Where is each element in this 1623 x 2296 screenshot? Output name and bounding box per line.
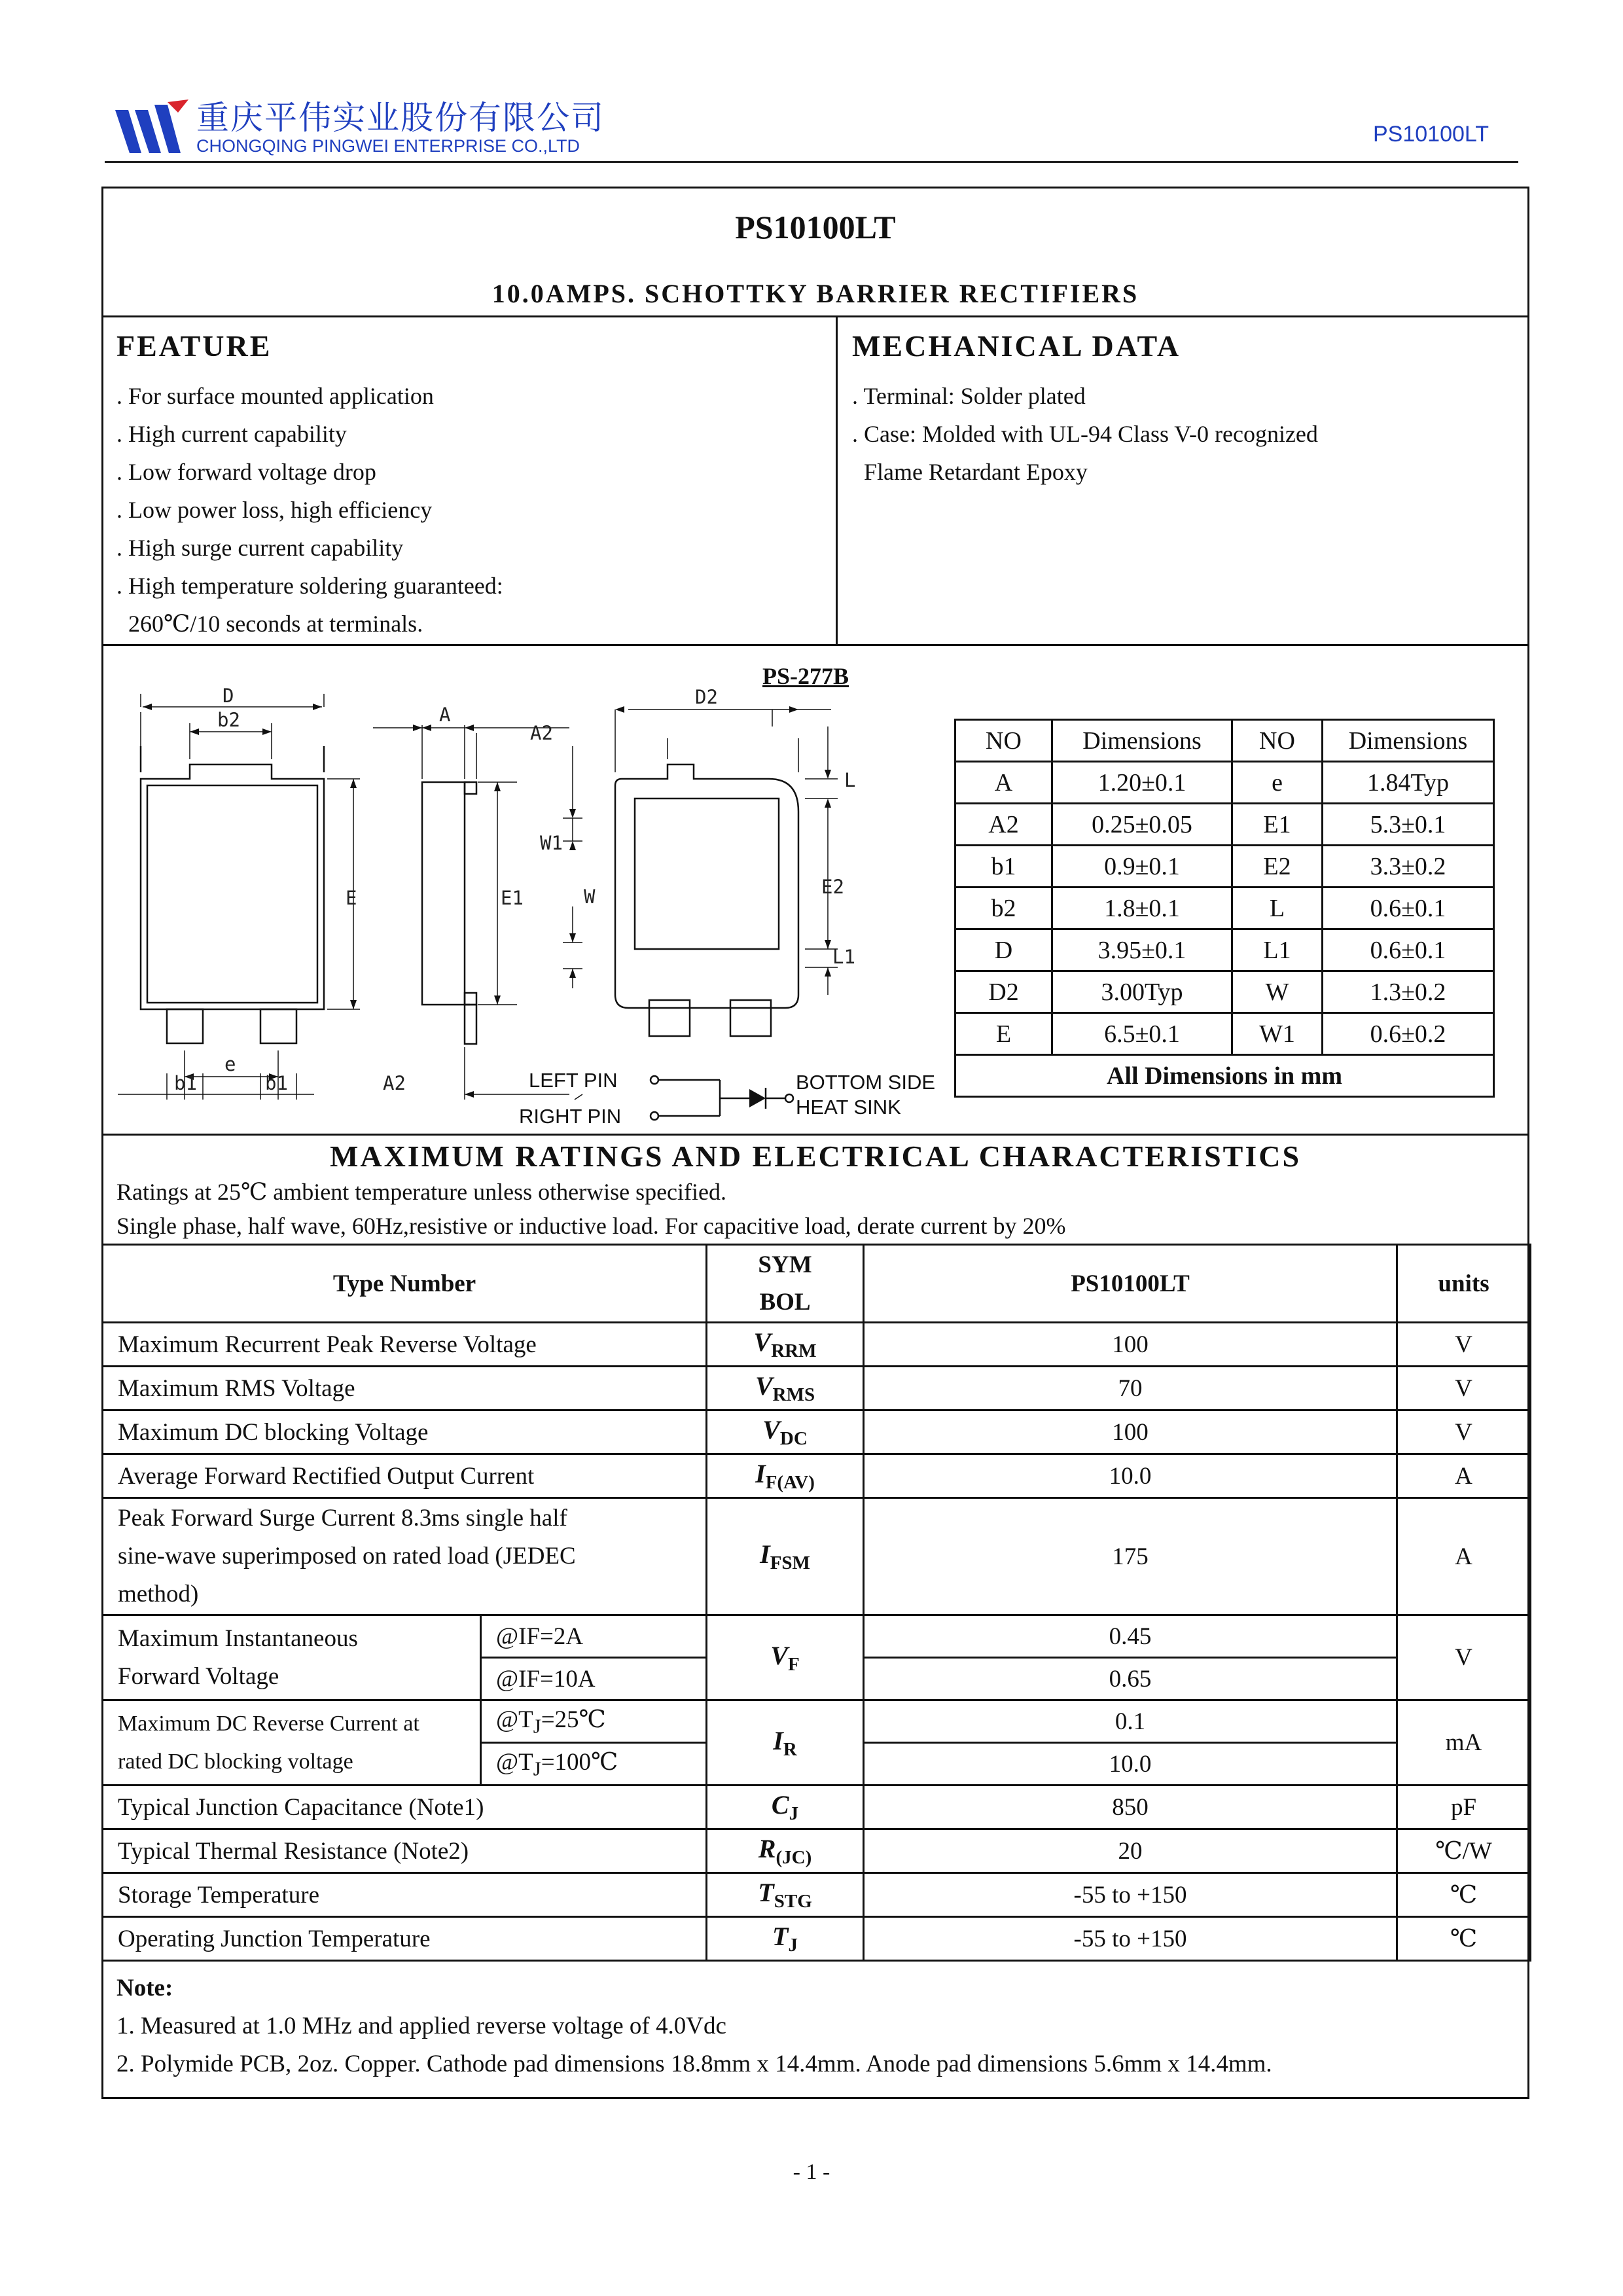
symbol-letter: T [758, 1878, 774, 1907]
ratings-table [101, 1244, 1531, 1962]
unit-cell: V [1397, 1410, 1531, 1454]
param-cell: Average Forward Rectified Output Current [103, 1454, 707, 1498]
table-row [955, 971, 1494, 1013]
unit-cell: ℃/W [1397, 1829, 1531, 1873]
table-row [103, 1323, 1531, 1367]
value-cell: 10.0 [864, 1454, 1397, 1498]
dim-label-A2: A2 [383, 1072, 406, 1094]
condition-text: @T [496, 1706, 533, 1733]
dim-label-L1: L1 [832, 946, 855, 968]
param-cell: Maximum RMS Voltage [103, 1367, 707, 1410]
symbol-letter: V [755, 1371, 773, 1401]
table-cell: b1 [955, 846, 1052, 888]
table-header: Dimensions [1323, 720, 1494, 762]
table-row [103, 1498, 1531, 1615]
table-cell: 6.5±0.1 [1052, 1013, 1232, 1055]
unit-cell: V [1397, 1367, 1531, 1410]
dim-label-A: A [439, 704, 451, 726]
dim-label-e: e [224, 1053, 236, 1075]
symbol-subscript: J [789, 1803, 799, 1824]
value-cell: 100 [864, 1410, 1397, 1454]
mechanical-heading: MECHANICAL DATA [852, 329, 1181, 363]
table-cell: A2 [955, 804, 1052, 846]
table-cell: 0.6±0.1 [1323, 929, 1494, 971]
param-cell: Typical Junction Capacitance (Note1) [103, 1785, 707, 1829]
dim-label-E: E [346, 887, 357, 909]
footnote-item: 1. Measured at 1.0 MHz and applied reverse voltage of 4.0Vdc [116, 2013, 726, 2039]
footnote-item: 2. Polymide PCB, 2oz. Copper. Cathode pad dimensions 18.8mm x 14.4mm. Anode pad dimensions 5.6mm x 14.4mm. [116, 2051, 1272, 2077]
table-row [103, 1873, 1531, 1917]
symbol-subscript: RMS [772, 1384, 815, 1405]
table-row [955, 1013, 1494, 1055]
dim-label-b1: b1 [174, 1072, 197, 1094]
condition-cell: @IF=2A [481, 1615, 707, 1658]
table-row [103, 1785, 1531, 1829]
divider [101, 315, 1529, 317]
package-name: PS-277B [762, 663, 849, 689]
ratings-heading: MAXIMUM RATINGS AND ELECTRICAL CHARACTERISTICS [329, 1139, 1302, 1173]
page-title: PS10100LT [735, 209, 896, 245]
symbol-subscript: F(AV) [765, 1472, 815, 1493]
symbol-subscript: F [788, 1653, 800, 1675]
units-header: units [1397, 1245, 1531, 1323]
symbol-letter: V [753, 1327, 772, 1357]
param-cell [103, 1615, 481, 1700]
symbol-cell [707, 1454, 864, 1498]
condition-text: =25℃ [541, 1706, 606, 1733]
value-cell: 0.45 [864, 1615, 1397, 1658]
table-row [103, 1917, 1531, 1961]
table-cell: 5.3±0.1 [1323, 804, 1494, 846]
condition-cell: @IF=10A [481, 1658, 707, 1700]
param-line: Forward Voltage [118, 1662, 279, 1690]
unit-cell: ℃ [1397, 1917, 1531, 1961]
condition-subscript: J [533, 1715, 541, 1738]
unit-cell: pF [1397, 1785, 1531, 1829]
feature-item: . For surface mounted application [116, 383, 434, 409]
value-cell: 0.1 [864, 1700, 1397, 1743]
table-row [955, 888, 1494, 929]
feature-item: 260℃/10 seconds at terminals. [116, 611, 423, 637]
feature-item: . High current capability [116, 421, 347, 447]
table-cell: W1 [1232, 1013, 1323, 1055]
value-cell: 0.65 [864, 1658, 1397, 1700]
symbol-letter: V [770, 1640, 788, 1670]
mechanical-item: Flame Retardant Epoxy [852, 459, 1088, 485]
feature-item: . High temperature soldering guaranteed: [116, 573, 503, 599]
mechanical-item: . Case: Molded with UL-94 Class V-0 recognized [852, 421, 1318, 447]
symbol-cell [707, 1873, 864, 1917]
condition-cell [481, 1743, 707, 1785]
value-cell: 10.0 [864, 1743, 1397, 1785]
table-footer-row [955, 1055, 1494, 1097]
dim-label-L: L [844, 769, 856, 791]
dimensions-table [954, 719, 1495, 1098]
symbol-letter: I [760, 1539, 770, 1569]
page-subtitle: 10.0AMPS. SCHOTTKY BARRIER RECTIFIERS [491, 279, 1139, 308]
footnotes [116, 1974, 1272, 2088]
table-cell: 1.84Typ [1323, 762, 1494, 804]
page-number: - 1 - [793, 2160, 830, 2184]
table-row [955, 804, 1494, 846]
unit-cell: A [1397, 1454, 1531, 1498]
table-cell: 3.00Typ [1052, 971, 1232, 1013]
symbol-cell [707, 1323, 864, 1367]
symbol-subscript: RRM [771, 1340, 817, 1361]
header-rule [105, 161, 1518, 163]
table-row [103, 1410, 1531, 1454]
symbol-letter: I [755, 1459, 766, 1488]
table-cell: b2 [955, 888, 1052, 929]
dim-label-W: W [584, 886, 596, 908]
table-cell: 0.6±0.1 [1323, 888, 1494, 929]
symbol-subscript: DC [779, 1428, 808, 1449]
symbol-letter: R [758, 1834, 776, 1863]
symbol-cell [707, 1829, 864, 1873]
unit-cell: V [1397, 1323, 1531, 1367]
dim-label-E2: E2 [821, 876, 844, 898]
right-pin-label: RIGHT PIN [519, 1105, 622, 1128]
feature-list [116, 382, 503, 648]
bottom-side-label: BOTTOM SIDE [796, 1071, 936, 1094]
symbol-letter: T [772, 1922, 789, 1951]
dim-label-D2: D2 [695, 686, 718, 708]
mechanical-item: . Terminal: Solder plated [852, 383, 1086, 409]
ratings-note: Ratings at 25℃ ambient temperature unless otherwise specified. [116, 1179, 727, 1205]
unit-cell: mA [1397, 1700, 1531, 1785]
param-cell: Maximum DC blocking Voltage [103, 1410, 707, 1454]
symbol-letter: I [773, 1725, 783, 1755]
param-line: Peak Forward Surge Current 8.3ms single half [118, 1505, 567, 1532]
divider [836, 315, 838, 645]
value-cell: 20 [864, 1829, 1397, 1873]
table-cell: 0.9±0.1 [1052, 846, 1232, 888]
condition-cell [481, 1700, 707, 1743]
company-logo [113, 98, 191, 157]
symbol-subscript: FSM [770, 1552, 810, 1573]
symbol-subscript: (JC) [776, 1847, 812, 1868]
table-row [955, 929, 1494, 971]
param-cell: Storage Temperature [103, 1873, 707, 1917]
table-cell: E2 [1232, 846, 1323, 888]
symbol-cell [707, 1367, 864, 1410]
feature-item: . High surge current capability [116, 535, 404, 561]
value-cell: 100 [864, 1323, 1397, 1367]
table-cell: 0.6±0.2 [1323, 1013, 1494, 1055]
condition-subscript: J [533, 1757, 541, 1780]
param-line: Maximum Instantaneous [118, 1624, 358, 1652]
table-row [955, 762, 1494, 804]
param-line: sine-wave superimposed on rated load (JEDEC [118, 1543, 576, 1570]
symbol-cell [707, 1410, 864, 1454]
table-header-row [955, 720, 1494, 762]
param-cell [103, 1700, 481, 1785]
param-cell: Typical Thermal Resistance (Note2) [103, 1829, 707, 1873]
table-cell: 3.3±0.2 [1323, 846, 1494, 888]
table-row [103, 1700, 1531, 1743]
table-header-row [103, 1245, 1531, 1323]
param-cell [103, 1498, 707, 1615]
symbol-subscript: J [788, 1935, 798, 1956]
table-header: Dimensions [1052, 720, 1232, 762]
mechanical-list [852, 382, 1318, 496]
symbol-subscript: R [783, 1738, 797, 1760]
table-cell: 1.3±0.2 [1323, 971, 1494, 1013]
symbol-header-line: BOL [759, 1289, 811, 1316]
table-cell: 1.20±0.1 [1052, 762, 1232, 804]
heat-sink-label: HEAT SINK [796, 1096, 901, 1119]
param-cell: Operating Junction Temperature [103, 1917, 707, 1961]
param-line: method) [118, 1581, 199, 1607]
company-name-en: CHONGQING PINGWEI ENTERPRISE CO.,LTD [196, 136, 580, 156]
dim-label-D: D [223, 685, 234, 707]
table-cell: 0.25±0.05 [1052, 804, 1232, 846]
unit-cell: V [1397, 1615, 1531, 1700]
dim-label-b1: b1 [265, 1072, 288, 1094]
header-part-number: PS10100LT [1373, 122, 1489, 147]
dim-label-E1: E1 [501, 887, 524, 909]
table-header: NO [955, 720, 1052, 762]
table-cell: L1 [1232, 929, 1323, 971]
value-cell: 175 [864, 1498, 1397, 1615]
table-cell: D [955, 929, 1052, 971]
symbol-letter: V [762, 1415, 780, 1444]
table-cell: L [1232, 888, 1323, 929]
footnotes-heading: Note: [116, 1975, 173, 2001]
table-header: NO [1232, 720, 1323, 762]
condition-text: =100℃ [541, 1748, 618, 1776]
divider [101, 1134, 1529, 1136]
type-number-header: Type Number [103, 1245, 707, 1323]
symbol-cell [707, 1785, 864, 1829]
ratings-note: Single phase, half wave, 60Hz,resistive or inductive load. For capacitive load, derate current by 20% [116, 1213, 1066, 1239]
symbol-header-line: SYM [758, 1251, 812, 1278]
table-row [103, 1829, 1531, 1873]
param-cell: Maximum Recurrent Peak Reverse Voltage [103, 1323, 707, 1367]
condition-text: @T [496, 1748, 533, 1776]
value-cell: -55 to +150 [864, 1917, 1397, 1961]
dim-label-b2: b2 [217, 709, 240, 731]
table-cell: W [1232, 971, 1323, 1013]
symbol-cell [707, 1498, 864, 1615]
feature-heading: FEATURE [116, 329, 272, 363]
table-cell: D2 [955, 971, 1052, 1013]
table-row [103, 1367, 1531, 1410]
param-line: rated DC blocking voltage [118, 1749, 353, 1774]
symbol-header [707, 1245, 864, 1323]
left-pin-label: LEFT PIN [529, 1069, 618, 1092]
table-cell: A [955, 762, 1052, 804]
value-cell: -55 to +150 [864, 1873, 1397, 1917]
dimensions-footer: All Dimensions in mm [955, 1055, 1494, 1097]
table-row [955, 846, 1494, 888]
unit-cell: A [1397, 1498, 1531, 1615]
table-row [103, 1615, 1531, 1658]
table-cell: 1.8±0.1 [1052, 888, 1232, 929]
symbol-cell [707, 1917, 864, 1961]
table-cell: E1 [1232, 804, 1323, 846]
symbol-letter: C [771, 1790, 789, 1820]
value-cell: 70 [864, 1367, 1397, 1410]
table-cell: 3.95±0.1 [1052, 929, 1232, 971]
unit-cell: ℃ [1397, 1873, 1531, 1917]
value-cell: 850 [864, 1785, 1397, 1829]
param-line: Maximum DC Reverse Current at [118, 1711, 419, 1736]
feature-item: . Low power loss, high efficiency [116, 497, 433, 523]
feature-item: . Low forward voltage drop [116, 459, 376, 485]
symbol-cell [707, 1615, 864, 1700]
part-number-header: PS10100LT [864, 1245, 1397, 1323]
package-outline-drawing [111, 681, 949, 1132]
table-cell: e [1232, 762, 1323, 804]
table-cell: E [955, 1013, 1052, 1055]
table-row [103, 1454, 1531, 1498]
dim-label-A2: A2 [530, 722, 553, 744]
dim-label-W1: W1 [540, 832, 563, 854]
company-name-cn: 重庆平伟实业股份有限公司 [196, 99, 605, 137]
symbol-cell [707, 1700, 864, 1785]
symbol-subscript: STG [774, 1891, 812, 1912]
